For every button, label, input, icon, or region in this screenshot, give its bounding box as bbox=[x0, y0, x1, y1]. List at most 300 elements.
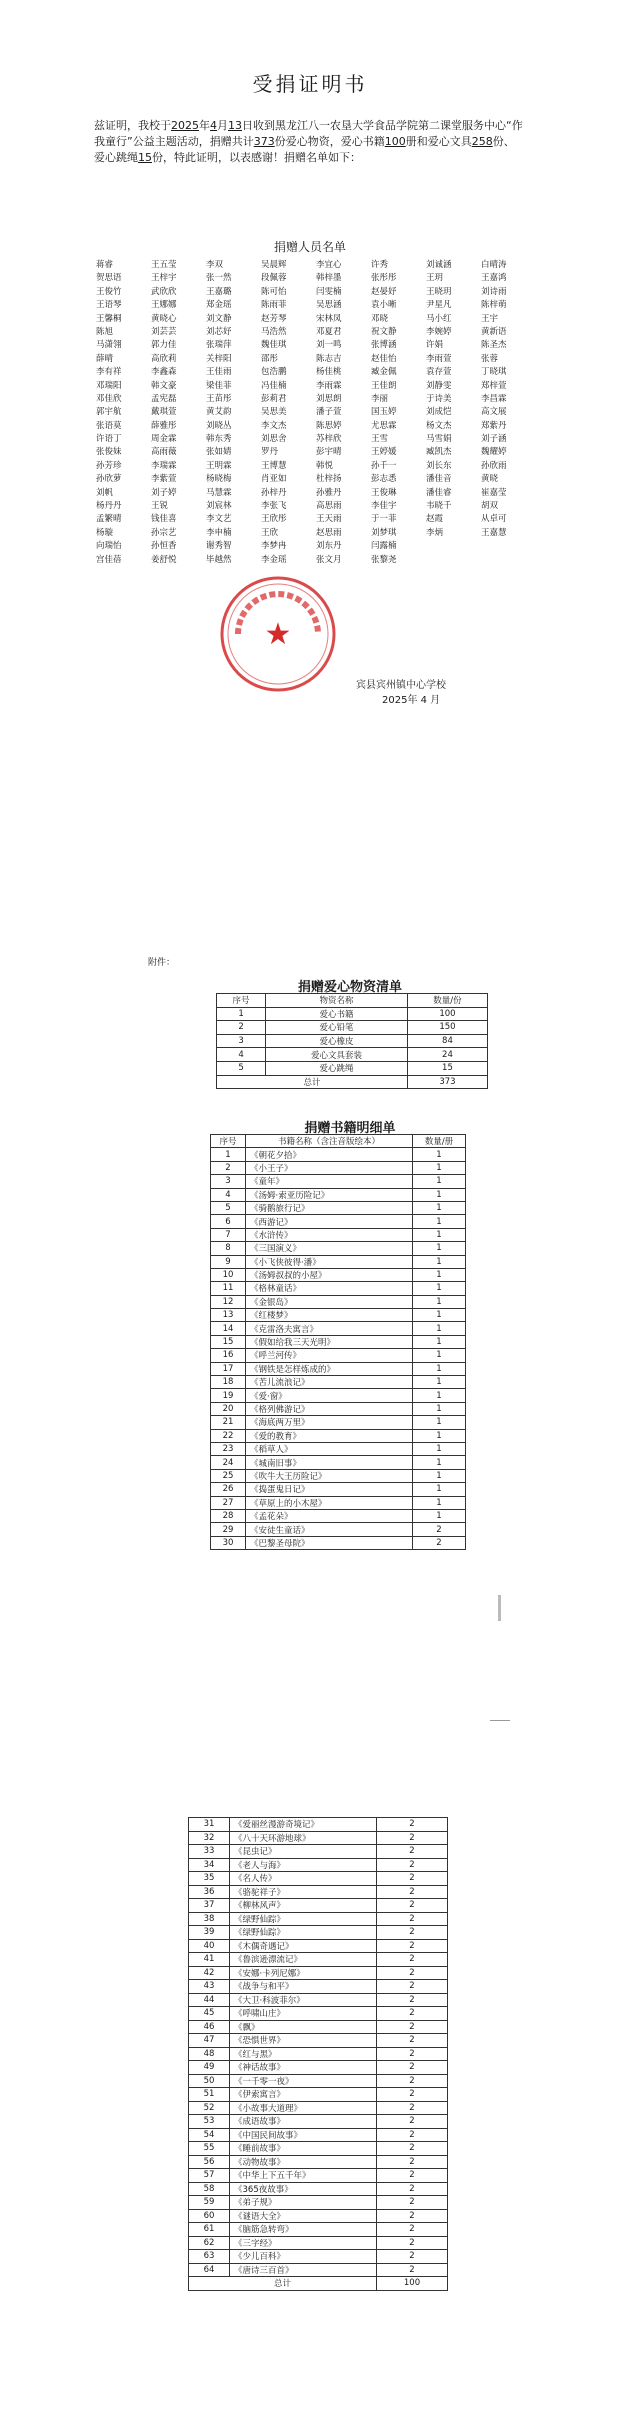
table-row bbox=[189, 2223, 448, 2237]
month-char: 月 bbox=[217, 119, 228, 132]
table-cell: 《成语故事》 bbox=[230, 2115, 377, 2129]
donor-name: 刘晓丛 bbox=[206, 420, 232, 431]
table-row bbox=[189, 2196, 448, 2210]
table-row bbox=[189, 2155, 448, 2169]
table-cell: 2 bbox=[377, 1831, 448, 1845]
table-cell: 《呼啸山庄》 bbox=[230, 2007, 377, 2021]
table-cell: 9 bbox=[211, 1255, 246, 1268]
total-value: 373 bbox=[407, 1075, 487, 1089]
table-cell: 59 bbox=[189, 2196, 230, 2210]
donor-name: 孙宗艺 bbox=[151, 527, 177, 538]
donor-names-grid bbox=[96, 259, 536, 567]
table-cell: 32 bbox=[189, 1831, 230, 1845]
donor-name: 孟宪磊 bbox=[151, 393, 177, 404]
table-cell: 63 bbox=[189, 2250, 230, 2264]
table-cell: 4 bbox=[217, 1048, 266, 1062]
donor-name: 王锐 bbox=[151, 501, 169, 512]
donor-name: 潘子萱 bbox=[316, 407, 342, 418]
donor-name: 陈圣杰 bbox=[481, 340, 507, 351]
donor-name: 闫露楠 bbox=[371, 541, 397, 552]
table-cell: 《草原上的小木屋》 bbox=[246, 1496, 413, 1509]
table-cell: 《汤姆叔叔的小屋》 bbox=[246, 1268, 413, 1281]
donor-name: 戴琪萱 bbox=[151, 407, 177, 418]
table-cell: 2 bbox=[377, 2034, 448, 2048]
table-cell: 《呼兰河传》 bbox=[246, 1349, 413, 1362]
donor-name: 陈可怡 bbox=[261, 286, 287, 297]
table-cell: 1 bbox=[413, 1483, 466, 1496]
table-row bbox=[189, 1926, 448, 1940]
table-cell: 150 bbox=[407, 1021, 487, 1035]
table-cell: 40 bbox=[189, 1939, 230, 1953]
svg-text:★: ★ bbox=[264, 617, 292, 652]
table-cell: 64 bbox=[189, 2263, 230, 2277]
table-cell: 《脑筋急转弯》 bbox=[230, 2223, 377, 2237]
donor-name: 王馨桐 bbox=[96, 313, 122, 324]
table-cell: 100 bbox=[407, 1007, 487, 1021]
year-char: 年 bbox=[199, 119, 210, 132]
table-cell: 《孟花朵》 bbox=[246, 1509, 413, 1522]
para-end: 份，特此证明，以表感谢！捐赠名单如下： bbox=[152, 151, 361, 164]
table-cell: 13 bbox=[211, 1309, 246, 1322]
table-row bbox=[189, 2047, 448, 2061]
table-row bbox=[189, 2061, 448, 2075]
table-cell: 51 bbox=[189, 2088, 230, 2102]
donor-name: 魏佳琪 bbox=[261, 340, 287, 351]
donor-name: 张语莫 bbox=[96, 420, 122, 431]
table-cell: 《绿野仙踪》 bbox=[230, 1926, 377, 1940]
table-cell: 35 bbox=[189, 1872, 230, 1886]
donor-name: 王娜娜 bbox=[151, 300, 177, 311]
table-cell: 2 bbox=[377, 1980, 448, 1994]
table-cell: 27 bbox=[211, 1496, 246, 1509]
table-row bbox=[189, 1885, 448, 1899]
table-cell: 《昆虫记》 bbox=[230, 1845, 377, 1859]
certificate-paragraph bbox=[94, 118, 524, 166]
para-mid1: 日收到黑龙江八一农垦大学食品学院第二课堂服务中心“作我童行”公益主题活动，捐赠共计 bbox=[94, 119, 523, 148]
donor-name: 张瑞萍 bbox=[206, 340, 232, 351]
donor-name: 张彤彤 bbox=[371, 273, 397, 284]
table-cell: 42 bbox=[189, 1966, 230, 1980]
books-count: 100 bbox=[384, 135, 406, 148]
table-cell: 2 bbox=[377, 1926, 448, 1940]
table-cell: 《战争与和平》 bbox=[230, 1980, 377, 1994]
donor-name: 韦晓千 bbox=[426, 501, 452, 512]
table-cell: 2 bbox=[217, 1021, 266, 1035]
table-row bbox=[211, 1228, 466, 1241]
table-cell: 1 bbox=[413, 1201, 466, 1214]
official-seal bbox=[218, 574, 338, 694]
donor-name: 杨文杰 bbox=[426, 420, 452, 431]
table-row bbox=[211, 1295, 466, 1308]
table-row bbox=[189, 1993, 448, 2007]
donor-name: 马潇翎 bbox=[96, 340, 122, 351]
total-value: 100 bbox=[377, 2277, 448, 2291]
table-cell: 1 bbox=[413, 1228, 466, 1241]
table-cell: 1 bbox=[413, 1175, 466, 1188]
donor-name bbox=[426, 540, 481, 553]
donor-name: 孟繁晴 bbox=[96, 514, 122, 525]
table-cell: 44 bbox=[189, 1993, 230, 2007]
ropes-count: 15 bbox=[138, 151, 152, 164]
table-cell: 26 bbox=[211, 1483, 246, 1496]
table-cell: 《小故事大道理》 bbox=[230, 2101, 377, 2115]
donor-name: 刘子婷 bbox=[151, 487, 177, 498]
table-cell: 2 bbox=[377, 1845, 448, 1859]
table-row bbox=[211, 1362, 466, 1375]
col-book-name: 书籍名称（含注音版绘本） bbox=[246, 1135, 413, 1148]
donor-name: 丁晓琪 bbox=[481, 367, 507, 378]
table-row bbox=[189, 1953, 448, 1967]
table-cell: 《365夜故事》 bbox=[230, 2182, 377, 2196]
table-cell: 2 bbox=[377, 1885, 448, 1899]
table-row bbox=[211, 1335, 466, 1348]
donor-name: 刘宸林 bbox=[206, 501, 232, 512]
table-cell: 31 bbox=[189, 1818, 230, 1832]
table-cell: 《稻草人》 bbox=[246, 1442, 413, 1455]
table-cell: 33 bbox=[189, 1845, 230, 1859]
table-cell: 1 bbox=[413, 1282, 466, 1295]
table-cell: 2 bbox=[377, 1939, 448, 1953]
donor-name: 孙梓丹 bbox=[261, 487, 287, 498]
donor-name: 从卓可 bbox=[481, 514, 507, 525]
donor-name: 王佳朗 bbox=[371, 380, 397, 391]
donor-name: 吴思美 bbox=[261, 407, 287, 418]
donor-name: 李丽 bbox=[371, 393, 389, 404]
table-cell: 2 bbox=[377, 1818, 448, 1832]
table-cell: 30 bbox=[211, 1536, 246, 1549]
table-cell: 《唐诗三百首》 bbox=[230, 2263, 377, 2277]
table-cell: 1 bbox=[413, 1362, 466, 1375]
donor-name: 薛雅彤 bbox=[151, 420, 177, 431]
table-cell: 52 bbox=[189, 2101, 230, 2115]
donor-name: 谢秀智 bbox=[206, 541, 232, 552]
table-cell: 2 bbox=[377, 2250, 448, 2264]
donor-name: 李文艺 bbox=[206, 514, 232, 525]
donor-name: 段佩蓉 bbox=[261, 273, 287, 284]
donor-name: 郭宇航 bbox=[96, 407, 122, 418]
donor-name: 李金瑶 bbox=[261, 554, 287, 565]
table-cell: 2 bbox=[413, 1523, 466, 1536]
table-cell: 41 bbox=[189, 1953, 230, 1967]
donor-name: 王嘉慧 bbox=[481, 527, 507, 538]
donor-name: 郑紫丹 bbox=[481, 420, 507, 431]
donor-name: 韩文豪 bbox=[151, 380, 177, 391]
table-cell: 39 bbox=[189, 1926, 230, 1940]
table-cell: 《西游记》 bbox=[246, 1215, 413, 1228]
table-cell: 《海底两万里》 bbox=[246, 1416, 413, 1429]
material-table-title: 捐赠爱心物资清单 bbox=[297, 980, 402, 995]
table-row bbox=[189, 1831, 448, 1845]
table-cell: 43 bbox=[189, 1980, 230, 1994]
donor-name: 高欣莉 bbox=[151, 353, 177, 364]
table-cell: 21 bbox=[211, 1416, 246, 1429]
table-cell: 爱心橡皮 bbox=[266, 1034, 408, 1048]
donor-name: 黄晓心 bbox=[151, 313, 177, 324]
donor-name: 邓晓 bbox=[371, 313, 389, 324]
table-cell: 1 bbox=[413, 1442, 466, 1455]
donor-name: 孙欣雨 bbox=[481, 460, 507, 471]
col-quantity: 数量/份 bbox=[407, 994, 487, 1008]
donor-name: 王欣彤 bbox=[261, 514, 287, 525]
table-cell: 37 bbox=[189, 1899, 230, 1913]
donor-name: 许语丁 bbox=[96, 434, 122, 445]
table-cell: 《水浒传》 bbox=[246, 1228, 413, 1241]
table-cell: 《三字经》 bbox=[230, 2236, 377, 2250]
table-row bbox=[211, 1201, 466, 1214]
donor-name: 赵霞 bbox=[426, 514, 444, 525]
table-cell: 爱心文具套装 bbox=[266, 1048, 408, 1062]
table-cell: 《朝花夕拾》 bbox=[246, 1148, 413, 1161]
donor-name: 王苗彤 bbox=[206, 393, 232, 404]
table-cell: 1 bbox=[217, 1007, 266, 1021]
table-cell: 2 bbox=[377, 2236, 448, 2250]
donor-name: 李雨萱 bbox=[426, 353, 452, 364]
donor-name: 向瑞怡 bbox=[96, 541, 122, 552]
table-cell: 《童年》 bbox=[246, 1175, 413, 1188]
table-row bbox=[211, 1148, 466, 1161]
donor-name: 尹星凡 bbox=[426, 300, 452, 311]
table-cell: 《红楼梦》 bbox=[246, 1309, 413, 1322]
donor-name: 陈雨菲 bbox=[261, 300, 287, 311]
donor-name: 刘诚涵 bbox=[426, 260, 452, 270]
table-cell: 48 bbox=[189, 2047, 230, 2061]
table-cell: 《小王子》 bbox=[246, 1161, 413, 1174]
donor-name: 刘芯妤 bbox=[206, 326, 232, 337]
table-cell: 《三国演义》 bbox=[246, 1242, 413, 1255]
table-cell: 2 bbox=[377, 2142, 448, 2156]
date-month: 4 bbox=[210, 119, 217, 132]
table-row bbox=[189, 1899, 448, 1913]
donor-name: 郑金瑶 bbox=[206, 300, 232, 311]
signature-date: 2025年 4 月 bbox=[382, 695, 441, 706]
table-cell: 5 bbox=[217, 1061, 266, 1075]
donor-name: 张蓉 bbox=[481, 353, 499, 364]
donor-name: 王梓宇 bbox=[151, 273, 177, 284]
table-row bbox=[189, 2236, 448, 2250]
table-cell: 16 bbox=[211, 1349, 246, 1362]
donor-name: 赵晏妤 bbox=[371, 286, 397, 297]
donor-name: 许娟 bbox=[426, 340, 444, 351]
table-cell: 5 bbox=[211, 1201, 246, 1214]
material-table bbox=[216, 993, 488, 1089]
donor-name: 高思雨 bbox=[316, 501, 342, 512]
date-year: 2025 bbox=[171, 119, 199, 132]
table-cell: 45 bbox=[189, 2007, 230, 2021]
table-row bbox=[217, 1021, 488, 1035]
table-cell: 50 bbox=[189, 2074, 230, 2088]
donor-name: 郑梓萱 bbox=[481, 380, 507, 391]
total-label: 总计 bbox=[217, 1075, 408, 1089]
donor-name: 李炳 bbox=[426, 527, 444, 538]
table-cell: 58 bbox=[189, 2182, 230, 2196]
donor-name: 肖亚如 bbox=[261, 474, 287, 485]
donor-name: 吴思涵 bbox=[316, 300, 342, 311]
scan-mark bbox=[490, 1720, 510, 1721]
para-mid2: 份爱心物资，爱心书籍 bbox=[274, 135, 385, 148]
table-row bbox=[211, 1161, 466, 1174]
table-cell: 24 bbox=[211, 1456, 246, 1469]
margin-mark bbox=[498, 1595, 501, 1621]
table-cell: 《城南旧事》 bbox=[246, 1456, 413, 1469]
table-cell: 2 bbox=[377, 2074, 448, 2088]
donor-name: 彭莉君 bbox=[261, 393, 287, 404]
donor-name: 李双 bbox=[206, 260, 224, 270]
donor-name: 刘东丹 bbox=[316, 541, 342, 552]
table-cell: 2 bbox=[413, 1536, 466, 1549]
donor-name bbox=[481, 540, 536, 553]
col-item: 物资名称 bbox=[266, 994, 408, 1008]
table-cell: 38 bbox=[189, 1912, 230, 1926]
donor-name: 毕越然 bbox=[206, 554, 232, 565]
table-cell: 57 bbox=[189, 2169, 230, 2183]
donor-name: 黄新语 bbox=[481, 326, 507, 337]
donor-name: 王雪 bbox=[371, 434, 389, 445]
col-index: 序号 bbox=[217, 994, 266, 1008]
donor-name: 贺思语 bbox=[96, 273, 122, 284]
para-mid3: 册和爱心文具 bbox=[405, 135, 472, 148]
donor-name: 张如婧 bbox=[206, 447, 232, 458]
donor-name: 马慧霖 bbox=[206, 487, 232, 498]
total-label: 总计 bbox=[189, 2277, 377, 2291]
table-row bbox=[211, 1255, 466, 1268]
table-cell: 《伊索寓言》 bbox=[230, 2088, 377, 2102]
donor-name: 刘思朗 bbox=[316, 393, 342, 404]
table-cell: 34 bbox=[189, 1858, 230, 1872]
donor-name: 邓夏君 bbox=[316, 326, 342, 337]
table-row bbox=[217, 1061, 488, 1075]
donor-name: 武欣欣 bbox=[151, 286, 177, 297]
table-cell: 1 bbox=[413, 1456, 466, 1469]
donor-name: 关梓阳 bbox=[206, 353, 232, 364]
table-row bbox=[189, 2007, 448, 2021]
table-cell: 2 bbox=[377, 2182, 448, 2196]
donor-name: 王天雨 bbox=[316, 514, 342, 525]
total-row bbox=[217, 1075, 488, 1089]
table-row bbox=[189, 2074, 448, 2088]
table-cell: 《神话故事》 bbox=[230, 2061, 377, 2075]
table-row bbox=[211, 1175, 466, 1188]
table-cell: 《动物故事》 bbox=[230, 2155, 377, 2169]
page-title: 受捐证明书 bbox=[252, 72, 368, 96]
donor-name: 刘芸芸 bbox=[151, 326, 177, 337]
table-row bbox=[211, 1442, 466, 1455]
table-cell: 23 bbox=[211, 1442, 246, 1455]
donor-name: 蒋睿 bbox=[96, 260, 114, 270]
table-row bbox=[189, 1818, 448, 1832]
table-cell: 爱心跳绳 bbox=[266, 1061, 408, 1075]
table-row bbox=[189, 2250, 448, 2264]
table-cell: 《巴黎圣母院》 bbox=[246, 1536, 413, 1549]
donor-name: 韩东秀 bbox=[206, 434, 232, 445]
table-cell: 2 bbox=[377, 2047, 448, 2061]
table-row bbox=[189, 2128, 448, 2142]
table-cell: 3 bbox=[217, 1034, 266, 1048]
donor-name: 胡双 bbox=[481, 501, 499, 512]
table-cell: 2 bbox=[377, 2020, 448, 2034]
donor-name: 彭志悉 bbox=[371, 474, 397, 485]
donor-name: 吴晨辉 bbox=[261, 260, 287, 270]
table-cell: 《格列佛游记》 bbox=[246, 1402, 413, 1415]
table-row bbox=[189, 2182, 448, 2196]
donor-name: 王晓玥 bbox=[426, 286, 452, 297]
donor-name: 赵思雨 bbox=[316, 527, 342, 538]
table-cell: 《金银岛》 bbox=[246, 1295, 413, 1308]
donor-name: 王欣 bbox=[261, 527, 279, 538]
table-cell: 3 bbox=[211, 1175, 246, 1188]
table-cell: 62 bbox=[189, 2236, 230, 2250]
table-cell: 《八十天环游地球》 bbox=[230, 1831, 377, 1845]
table-cell: 1 bbox=[413, 1242, 466, 1255]
table-cell: 60 bbox=[189, 2209, 230, 2223]
table-row bbox=[211, 1282, 466, 1295]
table-cell: 28 bbox=[211, 1509, 246, 1522]
table-cell: 20 bbox=[211, 1402, 246, 1415]
table-cell: 2 bbox=[377, 2101, 448, 2115]
table-row bbox=[211, 1456, 466, 1469]
table-cell: 22 bbox=[211, 1429, 246, 1442]
donor-name: 王博慧 bbox=[261, 460, 287, 471]
donor-name: 罗丹 bbox=[261, 447, 279, 458]
table-cell: 《谜语大全》 bbox=[230, 2209, 377, 2223]
donor-name: 杨璇 bbox=[96, 527, 114, 538]
donor-name: 刘一鸣 bbox=[316, 340, 342, 351]
table-cell: 24 bbox=[407, 1048, 487, 1062]
table-cell: 4 bbox=[211, 1188, 246, 1201]
table-cell: 15 bbox=[211, 1335, 246, 1348]
donor-name: 潘佳音 bbox=[426, 474, 452, 485]
table-cell: 2 bbox=[377, 2196, 448, 2210]
donor-name: 周金霖 bbox=[151, 434, 177, 445]
table-cell: 84 bbox=[407, 1034, 487, 1048]
table-row bbox=[211, 1389, 466, 1402]
donor-name: 李张飞 bbox=[261, 501, 287, 512]
table-cell: 《爱·窗》 bbox=[246, 1389, 413, 1402]
donor-name: 孙恒香 bbox=[151, 541, 177, 552]
table-row bbox=[211, 1309, 466, 1322]
table-cell: 《安娜·卡列尼娜》 bbox=[230, 1966, 377, 1980]
table-cell: 2 bbox=[377, 2061, 448, 2075]
table-cell: 《绿野仙踪》 bbox=[230, 1912, 377, 1926]
table-cell: 《木偶奇遇记》 bbox=[230, 1939, 377, 1953]
donor-name: 高文展 bbox=[481, 407, 507, 418]
table-cell: 《鲁滨逊漂流记》 bbox=[230, 1953, 377, 1967]
donor-name: 杨丹丹 bbox=[96, 501, 122, 512]
table-row bbox=[189, 1966, 448, 1980]
donor-name: 王宇 bbox=[481, 313, 499, 324]
table-cell: 8 bbox=[211, 1242, 246, 1255]
table-row bbox=[189, 2088, 448, 2102]
donor-name: 王五莹 bbox=[151, 260, 177, 270]
donor-name: 高雨薇 bbox=[151, 447, 177, 458]
table-cell: 《汤姆·索亚历险记》 bbox=[246, 1188, 413, 1201]
table-cell: 1 bbox=[413, 1349, 466, 1362]
table-cell: 《名人传》 bbox=[230, 1872, 377, 1886]
donor-name: 王婷媛 bbox=[371, 447, 397, 458]
table-cell: 47 bbox=[189, 2034, 230, 2048]
col-quantity: 数量/册 bbox=[413, 1135, 466, 1148]
table-row bbox=[211, 1469, 466, 1482]
donor-name: 杜梓扬 bbox=[316, 474, 342, 485]
table-cell: 2 bbox=[377, 2209, 448, 2223]
donor-name: 王嘉鸿 bbox=[481, 273, 507, 284]
donor-name: 闫雯楠 bbox=[316, 286, 342, 297]
donor-name: 张博涵 bbox=[371, 340, 397, 351]
table-cell: 12 bbox=[211, 1295, 246, 1308]
donor-name: 张文月 bbox=[316, 554, 342, 565]
donor-name: 许秀 bbox=[371, 260, 389, 270]
table-cell: 2 bbox=[377, 2007, 448, 2021]
table-cell: 1 bbox=[211, 1148, 246, 1161]
